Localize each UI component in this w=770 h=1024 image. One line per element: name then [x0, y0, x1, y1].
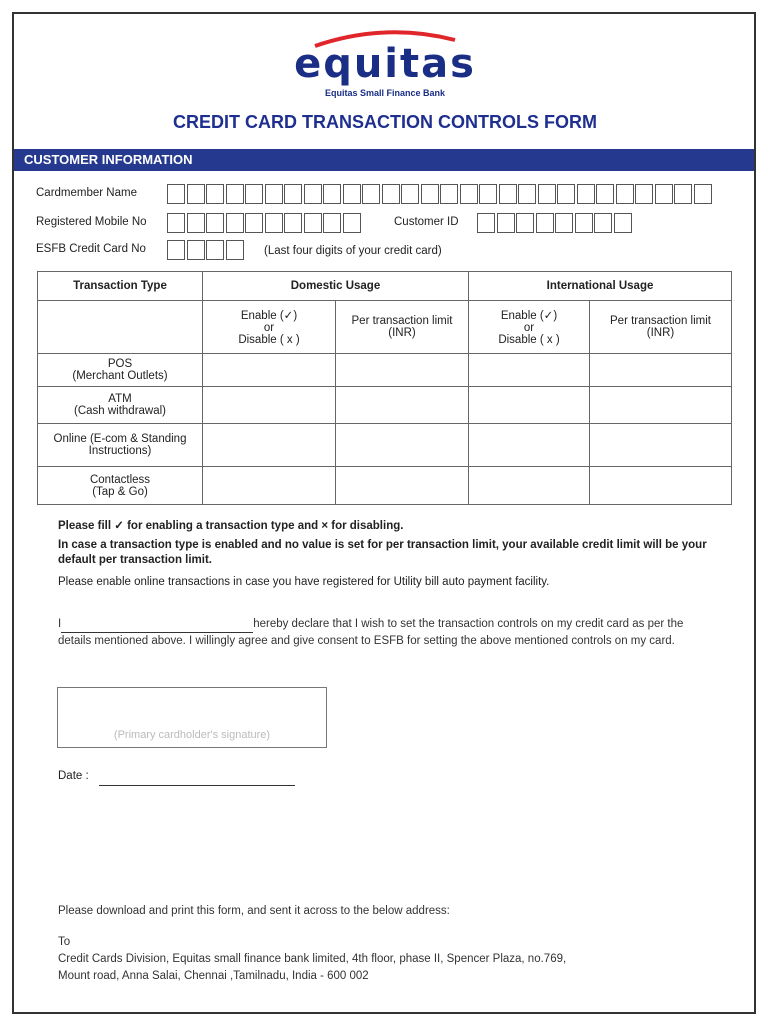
cardmember-name-char-box[interactable] [577, 184, 595, 204]
contactless-domestic-enable-cell[interactable] [203, 467, 336, 505]
pos-international-enable-cell[interactable] [469, 354, 590, 387]
table-row [38, 387, 732, 424]
customer-id-char-box[interactable] [594, 213, 612, 233]
cardmember-name-char-box[interactable] [167, 184, 185, 204]
row-label-pos: POS (Merchant Outlets) [38, 354, 203, 387]
atm-international-enable-cell[interactable] [469, 387, 590, 424]
cardmember-name-boxes[interactable] [167, 184, 713, 204]
pos-domestic-limit-cell[interactable] [336, 354, 469, 387]
card-no-hint: (Last four digits of your credit card) [264, 245, 442, 257]
table-row [38, 424, 732, 467]
cardmember-name-char-box[interactable] [343, 184, 361, 204]
cardmember-name-char-box[interactable] [382, 184, 400, 204]
mobile-digit-box[interactable] [206, 213, 224, 233]
contactless-international-enable-cell[interactable] [469, 467, 590, 505]
cardmember-name-char-box[interactable] [655, 184, 673, 204]
card-no-boxes[interactable] [167, 240, 245, 260]
cardmember-name-char-box[interactable] [479, 184, 497, 204]
declaration: I hereby declare that I wish to set the transaction controls on my credit card as per the details mentioned above. I willingly agree and give consent to ESFB for setting the above mentioned controls on my card. [58, 618, 684, 647]
note-online-enable: Please enable online transactions in case you have registered for Utility bill auto payment facility. [58, 576, 550, 588]
domestic-enable-header: Enable (✓) or Disable ( x ) [203, 301, 336, 354]
card-digit-box[interactable] [206, 240, 224, 260]
mobile-label: Registered Mobile No [36, 216, 147, 228]
row-label-online: Online (E-com & Standing Instructions) [38, 424, 203, 467]
date-label: Date : [58, 770, 89, 782]
transaction-controls-table [37, 271, 732, 505]
footer-to: To [58, 936, 71, 948]
cardmember-name-char-box[interactable] [284, 184, 302, 204]
mobile-digit-box[interactable] [323, 213, 341, 233]
cardmember-name-char-box[interactable] [460, 184, 478, 204]
mobile-digit-box[interactable] [265, 213, 283, 233]
international-limit-header: Per transaction limit (INR) [590, 301, 732, 354]
online-international-limit-cell[interactable] [590, 424, 732, 467]
pos-domestic-enable-cell[interactable] [203, 354, 336, 387]
signature-box[interactable] [57, 687, 327, 748]
cardmember-name-char-box[interactable] [694, 184, 712, 204]
equitas-logo [290, 28, 480, 98]
footer-address-line2: Mount road, Anna Salai, Chennai ,Tamilnadu, India - 600 002 [58, 970, 369, 982]
mobile-digit-box[interactable] [226, 213, 244, 233]
cardmember-name-char-box[interactable] [518, 184, 536, 204]
note-fill-instruction: Please fill ✓ for enabling a transaction type and × for disabling. [58, 520, 404, 532]
customer-id-char-box[interactable] [497, 213, 515, 233]
cardmember-name-char-box[interactable] [440, 184, 458, 204]
atm-international-limit-cell[interactable] [590, 387, 732, 424]
contactless-domestic-limit-cell[interactable] [336, 467, 469, 505]
contactless-international-limit-cell[interactable] [590, 467, 732, 505]
atm-domestic-limit-cell[interactable] [336, 387, 469, 424]
cardmember-name-char-box[interactable] [538, 184, 556, 204]
card-no-label: ESFB Credit Card No [36, 243, 146, 255]
customer-id-char-box[interactable] [555, 213, 573, 233]
section-header: CUSTOMER INFORMATION [14, 149, 754, 171]
col-international: International Usage [469, 272, 732, 301]
cardmember-name-char-box[interactable] [499, 184, 517, 204]
mobile-digit-box[interactable] [167, 213, 185, 233]
international-enable-header: Enable (✓) or Disable ( x ) [469, 301, 590, 354]
cardmember-name-label: Cardmember Name [36, 187, 137, 199]
blank-header-cell [38, 301, 203, 354]
cardmember-name-char-box[interactable] [557, 184, 575, 204]
form-title: CREDIT CARD TRANSACTION CONTROLS FORM [173, 112, 597, 132]
domestic-limit-header: Per transaction limit (INR) [336, 301, 469, 354]
cardmember-name-char-box[interactable] [616, 184, 634, 204]
row-label-atm: ATM (Cash withdrawal) [38, 387, 203, 424]
pos-international-limit-cell[interactable] [590, 354, 732, 387]
customer-id-char-box[interactable] [575, 213, 593, 233]
cardmember-name-char-box[interactable] [635, 184, 653, 204]
note-default-limit: In case a transaction type is enabled and no value is set for per transaction limit, your available credit limit will be your default per transaction limit. [58, 539, 707, 566]
mobile-digit-box[interactable] [284, 213, 302, 233]
cardmember-name-char-box[interactable] [226, 184, 244, 204]
cardmember-name-char-box[interactable] [362, 184, 380, 204]
mobile-digit-box[interactable] [343, 213, 361, 233]
customer-id-char-box[interactable] [516, 213, 534, 233]
online-international-enable-cell[interactable] [469, 424, 590, 467]
logo-subtitle: Equitas Small Finance Bank [324, 88, 446, 98]
row-label-contactless: Contactless (Tap & Go) [38, 467, 203, 505]
cardmember-name-char-box[interactable] [245, 184, 263, 204]
mobile-digit-box[interactable] [245, 213, 263, 233]
customer-id-char-box[interactable] [477, 213, 495, 233]
customer-id-char-box[interactable] [536, 213, 554, 233]
online-domestic-limit-cell[interactable] [336, 424, 469, 467]
table-row [38, 467, 732, 505]
mobile-boxes[interactable] [167, 213, 362, 233]
cardmember-name-char-box[interactable] [596, 184, 614, 204]
cardmember-name-char-box[interactable] [206, 184, 224, 204]
card-digit-box[interactable] [187, 240, 205, 260]
cardmember-name-char-box[interactable] [421, 184, 439, 204]
online-domestic-enable-cell[interactable] [203, 424, 336, 467]
cardmember-name-char-box[interactable] [187, 184, 205, 204]
card-digit-box[interactable] [226, 240, 244, 260]
cardmember-name-char-box[interactable] [304, 184, 322, 204]
customer-id-boxes[interactable] [477, 213, 633, 233]
atm-domestic-enable-cell[interactable] [203, 387, 336, 424]
mobile-digit-box[interactable] [304, 213, 322, 233]
cardmember-name-char-box[interactable] [674, 184, 692, 204]
footer-address-line1: Credit Cards Division, Equitas small finance bank limited, 4th floor, phase II, Spencer Plaza, no.769, [58, 953, 567, 965]
cardmember-name-char-box[interactable] [401, 184, 419, 204]
footer-instruction: Please download and print this form, and sent it across to the below address: [58, 905, 450, 917]
table-row [38, 354, 732, 387]
cardmember-name-char-box[interactable] [265, 184, 283, 204]
card-digit-box[interactable] [167, 240, 185, 260]
mobile-digit-box[interactable] [187, 213, 205, 233]
customer-id-char-box[interactable] [614, 213, 632, 233]
col-domestic: Domestic Usage [203, 272, 469, 301]
signature-placeholder: (Primary cardholder's signature) [113, 729, 271, 741]
declarant-name-line[interactable] [61, 620, 253, 633]
date-line[interactable] [99, 785, 295, 786]
col-transaction-type: Transaction Type [38, 272, 203, 301]
customer-id-label: Customer ID [394, 216, 459, 228]
cardmember-name-char-box[interactable] [323, 184, 341, 204]
logo-wordmark: equitas [294, 41, 476, 87]
